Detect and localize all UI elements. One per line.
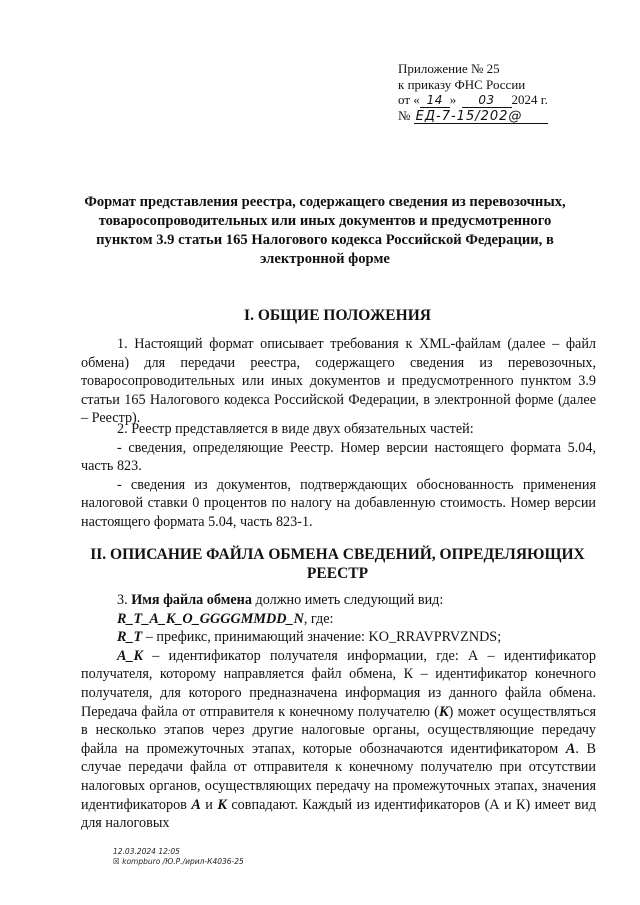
list-item: - сведения из документов, подтверждающих обоснованность применения налоговой ставки 0 процентов по налогу на добавленную стоимость. Номер версии настоящего формата 5.04, часть 823-1.: [81, 476, 596, 530]
order-date: от « 14 » 03 2024 г.: [398, 92, 548, 107]
order-year: 2024 г.: [511, 92, 548, 107]
handwritten-day: 14: [420, 94, 450, 108]
section-2-heading: II. ОПИСАНИЕ ФАЙЛА ОБМЕНА СВЕДЕНИЙ, ОПРЕДЕЛЯЮЩИХ РЕЕСТР: [90, 546, 585, 582]
print-footer: 12.03.2024 12:05 ☒ kompburo /Ю.Р./ирил-К4036-25: [113, 847, 244, 866]
document-title: Формат представления реестра, содержащего сведения из перевозочных, товаросопроводительных или иных документов и предусмотренного пунктом 3.9 статьи 165 Налогового кодекса Российской Федерации, в электронной форме: [84, 194, 566, 267]
paragraph-1: 1. Настоящий формат описывает требования к XML-файлам (далее – файл обмена) для передачи реестра, содержащего сведения из перевозочных, товаросопроводительных или иных документов и предусмотренного пунктом 3.9 статьи 165 Налогового кодекса Российской Федерации, в электронной форме (далее – Реестр).: [81, 336, 596, 427]
section-1-heading: I. ОБЩИЕ ПОЛОЖЕНИЯ: [244, 307, 431, 324]
paragraph-3: 3. Имя файла обмена должно иметь следующий вид: R_T_A_K_O_GGGGMMDD_N, где: R_T – префикс, принимающий значение: KO_RRAVPRVZNDS; A_K – идентификатор получателя информации, где: А – идентификатор получателя, которому направляется файл обмена, К – идентификатор конечного получателя, для которого предназначена информация из данного файла обмена. Передача файла от отправителя к конечному получателю (К) может осуществляться в несколько этапов через другие налоговые органы, осуществляющие передачу файла на промежуточных этапах, которые обозначаются идентификатором А. В случае передачи файла от отправителя к конечному получателю при отсутствии налоговых органов, осуществляющих передачу на промежуточных этапах, значения идентификаторов А и К совпадают. Каждый из идентификаторов (А и К) имеет вид для налоговых: [81, 592, 597, 832]
term-rt: R_T: [117, 629, 143, 646]
file-name-pattern: R_T_A_K_O_GGGGMMDD_N: [117, 610, 304, 627]
paragraph-2: 2. Реестр представляется в виде двух обязательных частей: - сведения, определяющие Реестр. Номер версии настоящего формата 5.04, часть 823. - сведения из документов, подтверждающих обоснованность применения налоговой ставки 0 процентов по налогу на добавленную стоимость. Номер версии настоящего формата 5.04, часть 823-1.: [81, 421, 596, 530]
order-number: № ЕД-7-15/202@: [398, 108, 598, 124]
order-reference: к приказу ФНС России: [398, 76, 526, 92]
handwritten-month: 03: [462, 94, 512, 108]
handwritten-order-number: ЕД-7-15/202@: [414, 110, 548, 124]
list-item: - сведения, определяющие Реестр. Номер версии настоящего формата 5.04, часть 823.: [81, 439, 596, 475]
term-ak: A_K: [117, 647, 144, 664]
appendix-number: Приложение № 25: [398, 61, 500, 76]
appendix-block: [398, 61, 598, 124]
file-name-term: Имя файла обмена: [131, 592, 252, 608]
